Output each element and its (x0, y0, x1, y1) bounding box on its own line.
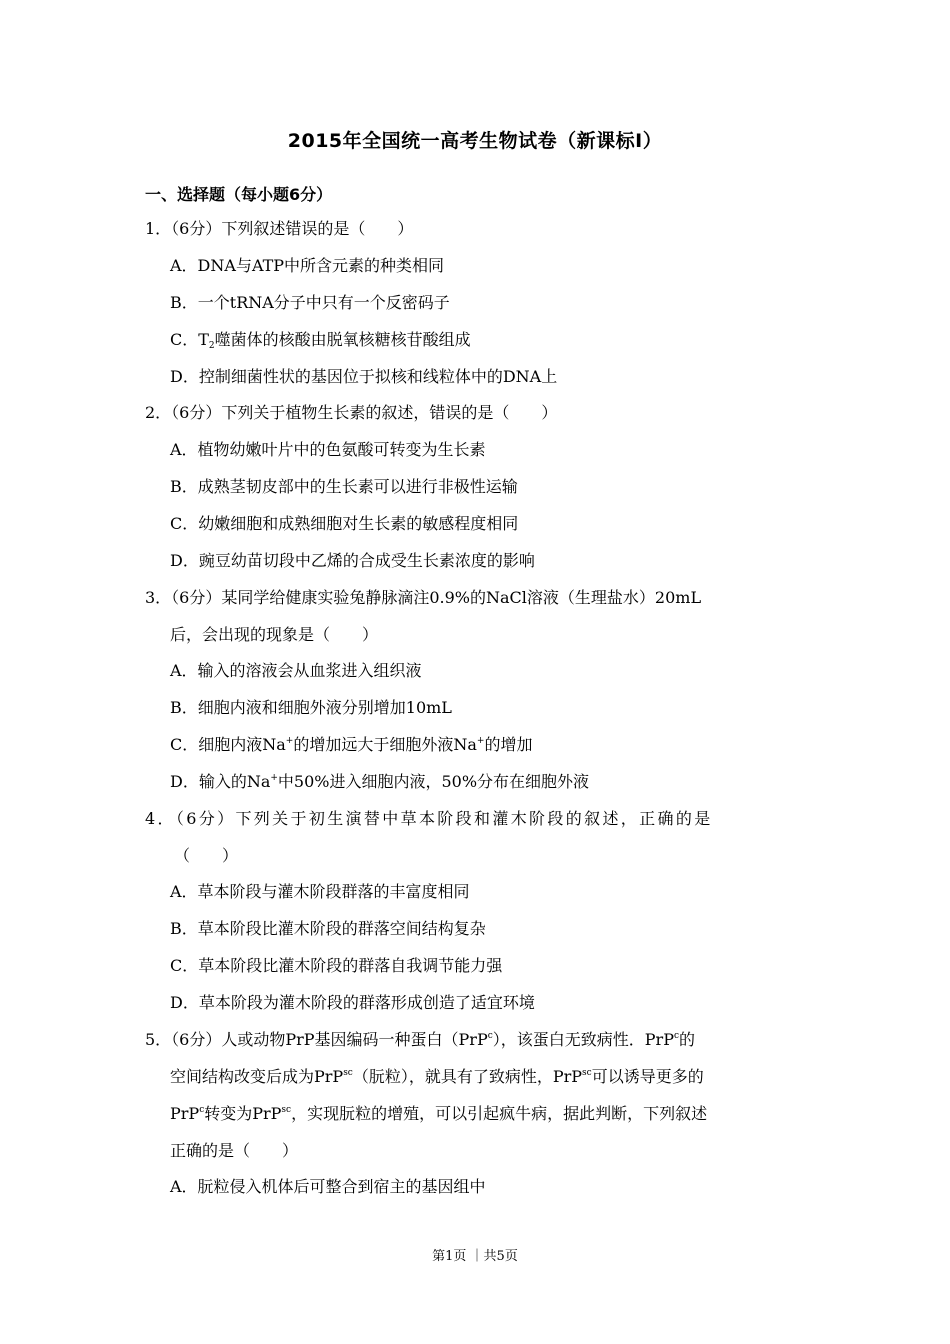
question-3-option-d: D．输入的Na+中50%进入细胞内液，50%分布在细胞外液 (170, 772, 590, 791)
question-2-stem: 2．（6分）下列关于植物生长素的叙述，错误的是（ ） (145, 403, 558, 422)
section-heading: 一、选择题（每小题6分） (145, 185, 333, 204)
question-4-option-a: A．草本阶段与灌木阶段群落的丰富度相同 (170, 882, 470, 901)
question-1-option-b: B．一个tRNA分子中只有一个反密码子 (170, 293, 450, 312)
question-4-option-d: D．草本阶段为灌木阶段的群落形成创造了适宜环境 (170, 993, 535, 1012)
question-1-stem: 1．（6分）下列叙述错误的是（ ） (145, 219, 414, 238)
question-3-stem-line-1: 3．（6分）某同学给健康实验兔静脉滴注0.9%的NaCl溶液（生理盐水）20mL (145, 588, 702, 607)
question-2-option-b: B．成熟茎韧皮部中的生长素可以进行非极性运输 (170, 477, 518, 496)
question-3-option-c: C．细胞内液Na+的增加远大于细胞外液Na+的增加 (170, 735, 533, 754)
question-2-option-d: D．豌豆幼苗切段中乙烯的合成受生长素浓度的影响 (170, 551, 535, 570)
question-1-option-c: C．$T_2$噬菌体的核酸由脱氧核糖核苷酸组成 (170, 330, 471, 351)
page-title: 2015年全国统一高考生物试卷（新课标Ⅰ） (287, 130, 663, 152)
question-4-stem-line-1: 4．（6分）下列关于初生演替中草本阶段和灌木阶段的叙述，正确的是 (145, 809, 713, 828)
question-5-stem-line-2: 空间结构改变后成为PrP$^{sc}$（朊粒），就具有了致病性，PrP$^{sc}$可以诱导更多的 (170, 1067, 704, 1086)
question-4-option-b: B．草本阶段比灌木阶段的群落空间结构复杂 (170, 919, 486, 938)
question-5-option-a: A．朊粒侵入机体后可整合到宿主的基因组中 (170, 1177, 486, 1196)
question-5-stem-line-3: PrP$^c$转变为PrP$^{sc}$，实现朊粒的增殖，可以引起疯牛病，据此判断，下列叙述 (170, 1104, 708, 1123)
question-5-stem-line-4: 正确的是（ ） (170, 1141, 299, 1160)
question-3-option-b: B．细胞内液和细胞外液分别增加10mL (170, 698, 452, 717)
page-footer: 第1页 ｜共5页 (432, 1249, 518, 1264)
question-1-option-a: A．DNA与ATP中所含元素的种类相同 (170, 256, 445, 275)
question-2-option-c: C．幼嫩细胞和成熟细胞对生长素的敏感程度相同 (170, 514, 519, 533)
question-2-option-a: A．植物幼嫩叶片中的色氨酸可转变为生长素 (170, 440, 486, 459)
question-4-stem-line-2: （ ） (174, 846, 239, 865)
question-3-stem-line-2: 后，会出现的现象是（ ） (170, 625, 379, 644)
question-4-option-c: C．草本阶段比灌木阶段的群落自我调节能力强 (170, 956, 503, 975)
question-1-option-d: D．控制细菌性状的基因位于拟核和线粒体中的DNA上 (170, 367, 558, 386)
question-3-option-a: A．输入的溶液会从血浆进入组织液 (170, 661, 422, 680)
question-5-stem-line-1: 5．（6分）人或动物PrP基因编码一种蛋白（PrP$^c$），该蛋白无致病性．PrP$^c$的 (145, 1030, 696, 1049)
